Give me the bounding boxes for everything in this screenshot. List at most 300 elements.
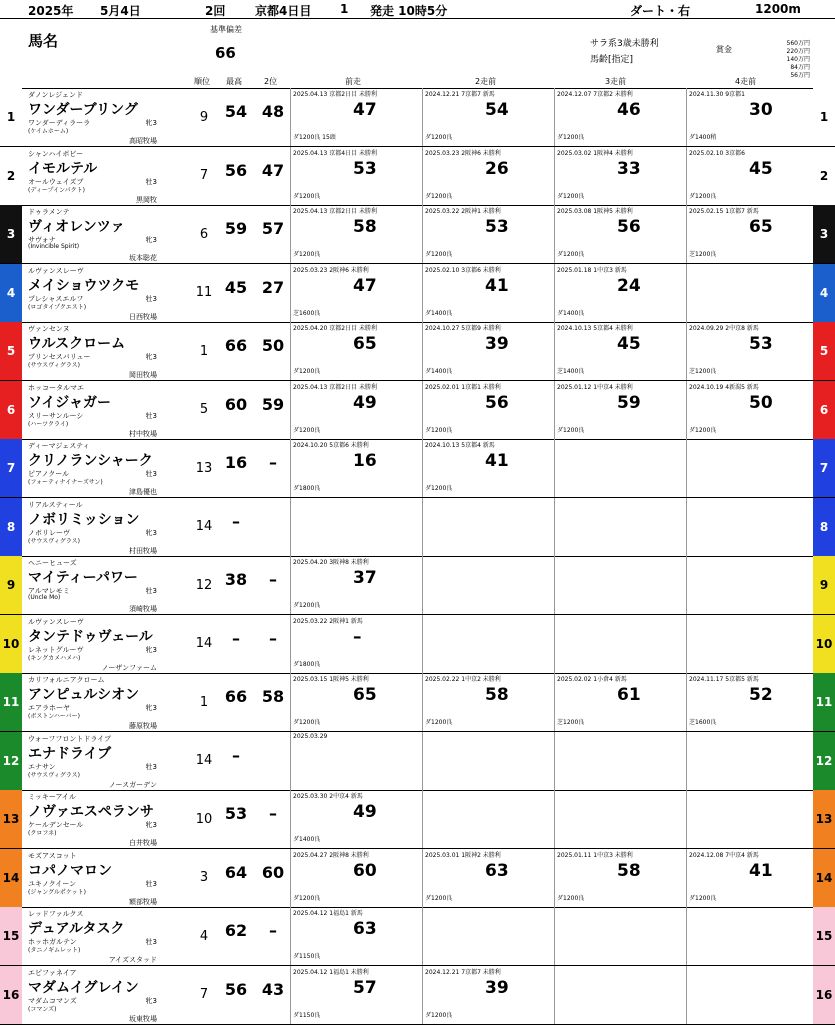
past-race-1	[290, 556, 423, 614]
sex-age: 牡3	[145, 470, 157, 478]
dam: ピアノクール	[28, 470, 70, 478]
post-number-left: 8	[0, 498, 22, 556]
best-figure: 62	[224, 921, 248, 940]
breeder: 津島優也	[129, 488, 157, 496]
past-race-3	[554, 381, 687, 439]
post-number-right: 3	[813, 205, 835, 263]
breeder: 日西牧場	[129, 312, 157, 321]
past-race-note: ダ1150良	[293, 1011, 321, 1019]
horse-row[interactable]	[0, 322, 835, 381]
past-race-1	[290, 88, 423, 146]
sex-age: 牝3	[145, 119, 157, 127]
sex-age: 牡3	[145, 879, 157, 888]
second-figure: 48	[261, 102, 285, 121]
second-figure: 60	[261, 862, 285, 882]
past-race-1	[290, 264, 423, 322]
past-race-figure: 39	[485, 334, 509, 354]
past-race-4	[686, 439, 812, 497]
best-figure: 60	[224, 394, 248, 414]
horse-row[interactable]	[0, 732, 835, 791]
horse-row[interactable]	[0, 264, 835, 323]
past-race-4	[686, 615, 812, 673]
past-race-note: ダ1400良	[293, 836, 321, 843]
sire: カリフォルニアクローム	[28, 676, 105, 684]
past-race-2	[422, 849, 555, 907]
horse-name[interactable]: エナドライブ	[28, 745, 112, 762]
race-condition: 馬齢[指定]	[590, 55, 634, 65]
past-race-header: 2025.02.02 1小倉4 新馬	[557, 676, 627, 683]
past-race-figure: 46	[617, 100, 641, 120]
past-race-3	[554, 322, 687, 380]
post-number-left: 5	[0, 322, 22, 380]
past-race-4	[686, 907, 812, 965]
post-number-left: 10	[0, 615, 22, 673]
breeder: 黒岡牧	[136, 195, 157, 204]
breeder: 須崎牧場	[129, 605, 157, 613]
horse-name[interactable]: ソイジャガー	[28, 394, 112, 411]
post-number-right: 4	[813, 264, 835, 322]
sire: レッドファルクス	[28, 910, 84, 918]
date: 5月4日	[100, 4, 141, 18]
horse-info	[24, 322, 159, 384]
sex-age: 牡3	[145, 938, 157, 946]
horse-name[interactable]: ワンダーブリング	[28, 102, 138, 118]
dam-sire: (キングカメハメハ)	[28, 654, 81, 662]
past-race-2	[422, 790, 555, 848]
past-race-header: 2025.03.23 2阪神6 未勝利	[425, 149, 501, 157]
past-race-header: 2024.12.07 7京都2 未勝利	[557, 91, 633, 98]
past-race-2	[422, 205, 555, 263]
past-race-3	[554, 556, 687, 614]
breeder: 額部牧場	[129, 897, 157, 906]
past-race-figure: 50	[749, 392, 773, 413]
past-race-header: 2025.03.01 1阪神2 未勝利	[425, 851, 501, 859]
past-race-4	[686, 673, 812, 731]
prize-1: 560万円	[786, 40, 810, 47]
past-race-4	[686, 264, 812, 322]
past-race-header: 2025.01.11 1中京3 未勝利	[557, 851, 633, 859]
second-figure: –	[269, 453, 277, 472]
breeder: 白井牧場	[129, 839, 157, 847]
second-figure: –	[269, 570, 277, 589]
sex-age: 牡3	[145, 587, 157, 595]
best-figure: 45	[224, 277, 248, 297]
past-race-4	[686, 966, 812, 1024]
sex-age: 牝3	[145, 353, 157, 361]
past-race-figure: 53	[749, 334, 773, 354]
past-race-header: 2024.10.13 5京都4 新馬	[425, 442, 495, 449]
rank-label: 順位	[194, 77, 210, 86]
horse-name[interactable]: メイショウツクモ	[28, 277, 140, 294]
post-number-right: 13	[813, 790, 835, 848]
past-race-note: ダ1200良	[425, 894, 453, 902]
past-race-header: 2025.04.13 京都2日目 未勝利	[293, 208, 377, 215]
past-race-header: 2025.04.20 3阪神8 未勝利	[293, 559, 369, 566]
post-number-right: 16	[813, 966, 835, 1024]
horse-row[interactable]	[0, 147, 835, 206]
horse-info	[24, 966, 159, 1028]
rank: 6	[199, 226, 209, 242]
past-race-figure: 26	[485, 158, 509, 179]
past-race-header: 2025.03.22 2阪神1 新馬	[293, 617, 363, 625]
past-race-header: 2025.03.08 1阪神5 未勝利	[557, 208, 633, 215]
past-race-1	[290, 147, 423, 205]
past-race-note: ダ1400稍	[689, 134, 717, 141]
past-race-note: ダ1200良	[293, 602, 321, 609]
best-figure: 54	[224, 102, 248, 121]
best-figure: 56	[224, 979, 248, 999]
past-race-2	[422, 147, 555, 205]
dam-sire: (フォーティナイナーズサン)	[28, 479, 103, 486]
horse-name[interactable]: ウルスクローム	[28, 336, 126, 352]
past-race-1	[290, 673, 423, 731]
past-race-note: ダ1800良	[293, 660, 321, 668]
dam-sire: (ボストンハーバー)	[28, 713, 80, 720]
past-race-note: ダ1200良	[689, 426, 717, 434]
horse-row[interactable]	[0, 88, 835, 147]
past-race-figure: 41	[485, 451, 509, 471]
past-race-figure: 41	[485, 275, 509, 296]
breeder: 村田牧場	[129, 546, 157, 555]
dam-sire: (Invincible Spirit)	[28, 243, 80, 250]
reference-label: 基準偏差	[210, 25, 242, 34]
dam: ケールデンセール	[28, 821, 84, 829]
horse-row[interactable]	[0, 205, 835, 264]
past-race-note: ダ1200良	[557, 426, 585, 434]
past-race-note: 芝1600良	[689, 719, 717, 726]
post-number-right: 9	[813, 556, 835, 614]
horse-name[interactable]: ノボリミッション	[28, 511, 140, 528]
past-race-note: ダ1200良	[425, 426, 453, 434]
prize-4: 84万円	[790, 64, 810, 71]
past-race-note: ダ1200良	[293, 426, 321, 434]
venue: 京都4日目	[255, 4, 312, 18]
past-race-header: 2024.10.13 5京都4 未勝利	[557, 325, 633, 332]
horse-name[interactable]: マイティーパワー	[28, 570, 138, 586]
past-race-note: ダ1400良	[557, 309, 585, 317]
past-race-header: 2025.03.02 1阪神4 未勝利	[557, 149, 633, 157]
horse-row[interactable]	[0, 498, 835, 557]
post-number-right: 10	[813, 615, 835, 673]
sire: ドゥラメンテ	[28, 208, 70, 216]
year: 2025年	[28, 4, 74, 18]
past-race-header: 2024.10.20 5京都6 未勝利	[293, 442, 369, 449]
sire: モズアスコット	[28, 851, 77, 860]
best-figure: 53	[224, 804, 248, 823]
past-race-2	[422, 907, 555, 965]
past-race-3	[554, 673, 687, 731]
dam-sire: (ディープインパクト)	[28, 186, 85, 194]
past-race-figure: 54	[485, 100, 509, 120]
second-figure: –	[269, 804, 277, 823]
past-race-header: 2025.01.18 1中京3 新馬	[557, 266, 627, 274]
horse-info	[24, 907, 159, 969]
prev3-label: 3走前	[605, 77, 627, 86]
dam: レネットグルーヴ	[28, 645, 84, 654]
rank: 9	[199, 109, 209, 125]
rank: 7	[199, 987, 209, 1002]
second-figure: 27	[261, 277, 285, 297]
post-number-left: 12	[0, 732, 22, 790]
past-race-header: 2025.02.15 1京都7 新馬	[689, 208, 759, 215]
best-figure: 38	[224, 570, 248, 589]
post-number-left: 14	[0, 849, 22, 907]
breeder: 坂東牧場	[129, 1014, 157, 1023]
past-race-2	[422, 966, 555, 1024]
dam-sire: (ジャングルポケット)	[28, 888, 86, 896]
past-race-header: 2025.04.13 京都2日目 未勝利	[293, 91, 377, 98]
horse-name[interactable]: ヴィオレンツァ	[28, 219, 125, 235]
dam-sire: (コマンズ)	[28, 1005, 57, 1013]
prize-list	[730, 40, 810, 80]
past-race-note: ダ1200良	[425, 134, 453, 141]
horse-info	[24, 88, 159, 150]
sex-age: 牝3	[145, 704, 157, 712]
horse-name[interactable]: コパノマロン	[28, 862, 112, 879]
past-race-note: 芝1200良	[557, 719, 585, 726]
past-race-1	[290, 498, 423, 556]
sex-age: 牡3	[145, 411, 157, 420]
past-race-note: ダ1200良	[557, 134, 585, 141]
second-figure: –	[269, 921, 277, 940]
past-race-figure: 53	[353, 158, 377, 179]
post-number-right: 15	[813, 907, 835, 965]
sex-age: 牝3	[145, 645, 157, 654]
dam-sire: (ロゴタイプクエスト)	[28, 303, 87, 311]
horse-info	[24, 849, 159, 911]
dam: ユキノクイーン	[28, 879, 77, 888]
post-number-right: 5	[813, 322, 835, 380]
rank: 5	[199, 402, 209, 417]
rank: 1	[199, 694, 209, 710]
past-race-note: ダ1200良	[689, 894, 717, 902]
past-race-figure: 49	[353, 802, 377, 822]
dam-sire: (サウスヴィグラス)	[28, 771, 80, 779]
sex-age: 牡3	[145, 177, 157, 186]
past-race-header: 2025.02.10 3京都6 未勝利	[425, 266, 501, 274]
breeder: ノースガーデン	[108, 780, 157, 789]
breeder: ノーザンファーム	[101, 663, 157, 672]
past-race-3	[554, 615, 687, 673]
past-race-1	[290, 439, 423, 497]
horse-info	[24, 439, 159, 501]
past-race-note: ダ1200良	[293, 251, 321, 258]
past-race-note: ダ1200良	[293, 368, 321, 375]
horse-name[interactable]: アンピュルシオン	[28, 687, 140, 703]
breeder: 村中牧場	[129, 429, 157, 438]
past-race-2	[422, 381, 555, 439]
horse-row[interactable]	[0, 615, 835, 674]
horse-row[interactable]	[0, 439, 835, 498]
past-race-header: 2025.01.12 1中京4 未勝利	[557, 383, 633, 391]
past-race-header: 2024.12.21 7京都7 新馬	[425, 91, 495, 98]
second-figure: 58	[261, 687, 285, 706]
horse-info	[24, 381, 159, 443]
horse-name[interactable]: マダムイグレイン	[28, 979, 139, 996]
second-label: 2位	[264, 77, 278, 86]
post-number-left: 1	[0, 88, 22, 146]
past-race-figure: 52	[749, 685, 773, 705]
dam: アルマレモミ	[28, 587, 70, 595]
post-number-left: 6	[0, 381, 22, 439]
past-race-2	[422, 322, 555, 380]
past-race-figure: 58	[353, 217, 377, 237]
horse-info	[24, 498, 159, 560]
past-race-4	[686, 88, 812, 146]
past-race-1	[290, 907, 423, 965]
sire: リアルスティール	[28, 500, 83, 509]
horse-info	[24, 556, 159, 618]
post-number-left: 3	[0, 205, 22, 263]
second-figure: –	[269, 628, 277, 648]
past-race-figure: 57	[353, 977, 377, 998]
post-number-right: 11	[813, 673, 835, 731]
past-race-3	[554, 966, 687, 1024]
past-race-note: ダ1200良 15頭	[293, 134, 336, 141]
post-number-right: 7	[813, 439, 835, 497]
past-race-header: 2024.09.29 2中京8 新馬	[689, 325, 759, 332]
past-race-header: 2025.04.27 2阪神8 未勝利	[293, 851, 369, 859]
past-race-figure: 41	[749, 860, 773, 881]
horse-info	[24, 732, 159, 794]
post-number-right: 6	[813, 381, 835, 439]
past-race-header: 2025.02.01 1京都1 未勝利	[425, 383, 501, 391]
past-race-4	[686, 732, 812, 790]
second-figure: 59	[261, 394, 285, 414]
past-race-3	[554, 732, 687, 790]
past-race-1	[290, 732, 423, 790]
dam: ワンダーディラーラ	[28, 119, 91, 127]
horse-name[interactable]: タンテドゥヴェール	[28, 628, 153, 645]
start-time: 発走 10時5分	[370, 4, 448, 18]
past-race-header: 2025.04.13 京都2日目 未勝利	[293, 383, 377, 391]
past-race-3	[554, 907, 687, 965]
horse-name[interactable]: イモルテル	[28, 160, 98, 177]
dam: ノボリレーヴ	[28, 528, 70, 537]
past-race-figure: 60	[353, 860, 377, 881]
past-race-1	[290, 381, 423, 439]
past-race-note: ダ1200良	[293, 894, 321, 902]
horse-row[interactable]	[0, 907, 835, 966]
past-race-figure: 33	[617, 158, 641, 179]
past-race-header: 2025.04.12 1福島1 新馬	[293, 910, 363, 917]
post-number-left: 13	[0, 790, 22, 848]
horse-name[interactable]: デュアルタスク	[28, 921, 125, 937]
rank: 12	[195, 577, 213, 593]
past-race-2	[422, 732, 555, 790]
past-race-note: ダ1200良	[557, 192, 585, 200]
past-race-header: 2025.02.10 3京都6	[689, 149, 745, 157]
dam: スリーサンルーシ	[28, 411, 84, 420]
past-race-note: ダ1200良	[425, 719, 453, 726]
prev2-label: 2走前	[475, 77, 497, 86]
past-race-header: 2024.12.08 7中京4 新馬	[689, 851, 759, 859]
past-race-1	[290, 322, 423, 380]
past-race-figure: 63	[485, 860, 509, 881]
past-race-4	[686, 849, 812, 907]
sex-age: 牡3	[145, 762, 157, 771]
past-race-figure: 65	[353, 685, 377, 705]
post-number-right: 12	[813, 732, 835, 790]
rank: 10	[195, 811, 213, 827]
post-number-left: 9	[0, 556, 22, 614]
dam-sire: (ケイムホーム)	[28, 128, 69, 135]
horse-row[interactable]	[0, 966, 835, 1025]
horse-name[interactable]: ノヴァエスペランサ	[28, 804, 154, 820]
best-figure: –	[232, 628, 240, 648]
past-race-4	[686, 790, 812, 848]
race-class: サラ系3歳未勝利	[590, 39, 659, 49]
prize-5: 56万円	[790, 72, 810, 79]
dam-sire: (ハーツクライ)	[28, 420, 69, 428]
past-race-figure: 56	[617, 217, 641, 237]
past-race-figure: 49	[353, 392, 377, 413]
best-label: 最高	[226, 77, 242, 86]
horse-name-label: 馬名	[28, 32, 59, 50]
horse-row[interactable]	[0, 790, 835, 849]
past-race-note: ダ1150良	[293, 953, 321, 960]
horse-info	[24, 264, 159, 326]
horse-row[interactable]	[0, 556, 835, 615]
rank: 14	[195, 636, 213, 651]
past-race-2	[422, 439, 555, 497]
breeder: 高昭牧場	[129, 137, 157, 145]
sire: ダノンレジェンド	[28, 91, 84, 99]
past-race-figure: 47	[353, 275, 377, 296]
past-race-header: 2024.12.21 7京都7 未勝利	[425, 968, 501, 976]
horse-row[interactable]	[0, 849, 835, 908]
best-figure: –	[232, 511, 240, 531]
best-figure: 64	[224, 862, 248, 882]
sex-age: 牝3	[145, 236, 157, 244]
past-race-note: ダ1200良	[557, 894, 585, 902]
course: ダート・右	[630, 4, 691, 18]
round: 2回	[205, 4, 226, 18]
second-figure: 50	[261, 336, 285, 355]
post-number-left: 15	[0, 907, 22, 965]
past-race-figure: 30	[749, 100, 773, 120]
past-race-header: 2025.03.29	[293, 732, 328, 740]
past-race-figure: 58	[617, 860, 641, 881]
horse-row[interactable]	[0, 673, 835, 732]
past-race-3	[554, 264, 687, 322]
horse-info	[24, 147, 159, 209]
past-race-3	[554, 147, 687, 205]
past-race-2	[422, 498, 555, 556]
past-race-header: 2025.04.12 1福島1 未勝利	[293, 968, 369, 976]
race-header	[0, 0, 835, 19]
dam: プリンセスバリュー	[28, 353, 91, 361]
past-race-figure: 53	[485, 217, 509, 237]
past-race-2	[422, 615, 555, 673]
rank: 14	[195, 519, 213, 534]
breeder: 岡田牧場	[129, 371, 157, 379]
post-number-left: 7	[0, 439, 22, 497]
past-race-2	[422, 264, 555, 322]
sire: ホッコータルマエ	[28, 383, 84, 392]
dam: ホッホガルテン	[28, 938, 77, 946]
past-race-header: 2025.04.13 京都4日目 未勝利	[293, 149, 377, 157]
past-race-figure: 58	[485, 685, 509, 705]
sire: ディーマジェスティ	[28, 442, 90, 450]
prize-label: 賞金	[716, 45, 732, 54]
horse-name[interactable]: クリノランシャーク	[28, 453, 153, 469]
past-race-3	[554, 205, 687, 263]
sire: ヘニーヒューズ	[28, 559, 77, 567]
horse-row[interactable]	[0, 381, 835, 440]
past-race-note: 芝1200良	[689, 251, 717, 258]
dam-sire: (タニノギムレット)	[28, 947, 81, 954]
